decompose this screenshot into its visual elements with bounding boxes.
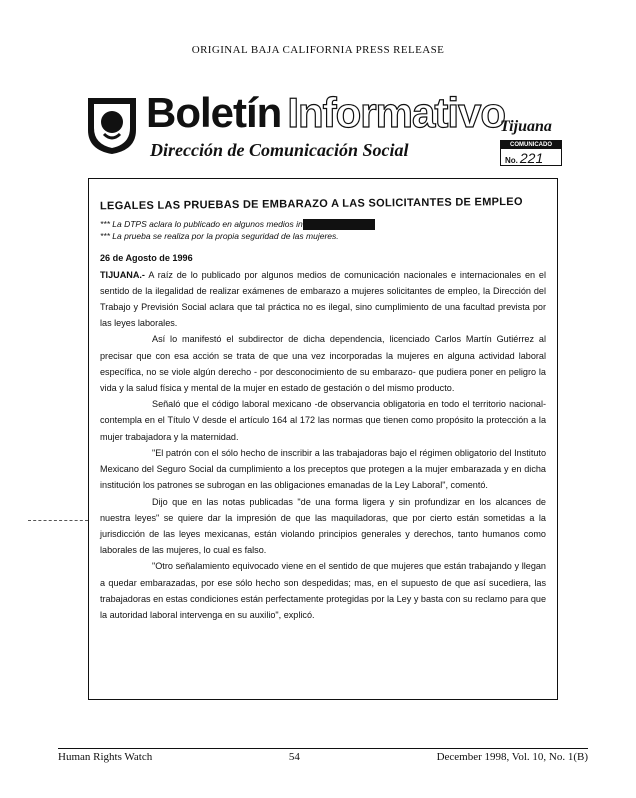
bulletin-title	[146, 90, 505, 136]
release-paragraph-5: Dijo que en las notas publicadas "de una forma ligera y sin profundizar en los alcances de nuestra leyes" se quiere dar la impresión de que las maquiladoras, que por cierto están sometidas a la jurisdicción de las leyes mexicanas, están violando principios generales y derechos, tanto humanos como laborales de las mujeres, lo cual es falso.	[100, 496, 546, 556]
release-number-box	[500, 140, 562, 166]
footer-issue: December 1998, Vol. 10, No. 1(B)	[436, 751, 588, 763]
release-date: 26 de Agosto de 1996	[100, 253, 193, 264]
release-body	[100, 196, 546, 623]
release-number	[505, 150, 543, 166]
paragraph-lead: TIJUANA.-	[100, 269, 145, 280]
bulletin-title-word2: Informativo	[287, 89, 506, 136]
masthead	[84, 88, 564, 168]
bulletin-subtitle: Dirección de Comunicación Social	[150, 140, 409, 160]
footer-page-number: 54	[288, 751, 300, 763]
release-paragraph-1	[100, 267, 546, 332]
release-paragraph-6: "Otro señalamiento equivocado viene en el sentido de que mujeres que están trabajando y llegan a quedar embarazadas, por ese sólo hecho son despedidas; mas, en el supuesto de que así sucediera, las trabajadoras en estas condiciones están perfectamente protegidas por la Ley y basta con su reclamo para que la autoridad laboral intervenga en su auxilio", explicó.	[100, 561, 546, 620]
city-name: Tijuana	[500, 118, 552, 135]
margin-mark	[28, 520, 88, 521]
release-paragraph-4: "El patrón con el sólo hecho de inscribir a las trabajadoras bajo el régimen obligatorio del Instituto Mexicano del Seguro Social da cumplimiento a los preceptos que protegen a la mujer embarazada y en dicha institución los patrones se subrogan en las obligaciones emanadas de la Ley Laboral", comentó.	[100, 447, 546, 491]
state-seal-icon	[84, 94, 140, 156]
release-paragraph-2: Así lo manifestó el subdirector de dicha dependencia, licenciado Carlos Martín Gutiérrez al precisar que con esa acción se trata de que una vez incorporadas la mujeres en alguna actividad laboral específica, no se viole algún derecho - por desconocimiento de su embarazo- que pudiera poner en peligro la vida y la salud física y mental de la mujer en estado de gestación o del mismo producto.	[100, 334, 546, 394]
release-number-label: COMUNICADO	[501, 141, 561, 149]
paragraph-text: A raíz de lo publicado por algunos medios de comunicación nacionales e internacionales en el sentido de la ilegalidad de realizar exámenes de embarazo a mujeres solicitantes de empleo, la Dirección del Trabajo y Previsión Social aclara que tal práctica no es ilegal, sino cumplimiento de una facultad prevista por las leyes laborales.	[100, 269, 546, 329]
footer-organization: Human Rights Watch	[58, 751, 153, 763]
release-number-value: 221	[519, 150, 544, 166]
page-header-text: ORIGINAL BAJA CALIFORNIA PRESS RELEASE	[191, 44, 445, 56]
release-number-prefix: No.	[505, 156, 518, 165]
release-bullet-1-text: *** La DTPS aclara lo publicado en algunos medios in	[100, 219, 303, 230]
release-bullet-1	[100, 218, 546, 230]
redaction-block	[303, 219, 375, 230]
bulletin-title-word1: Boletín	[146, 89, 282, 136]
release-headline: LEGALES LAS PRUEBAS DE EMBARAZO A LAS SOLICITANTES DE EMPLEO	[99, 195, 523, 213]
page-footer	[58, 748, 588, 763]
release-paragraph-3: Señaló que el código laboral mexicano -de observancia obligatoria en todo el territorio nacional- contempla en el Título V desde el artículo 164 al 172 las normas que tienen como propósito la protección a la mujer trabajadora y la maternidad.	[100, 399, 546, 442]
release-bullet-2: *** La prueba se realiza por la propia seguridad de las mujeres.	[100, 231, 339, 242]
